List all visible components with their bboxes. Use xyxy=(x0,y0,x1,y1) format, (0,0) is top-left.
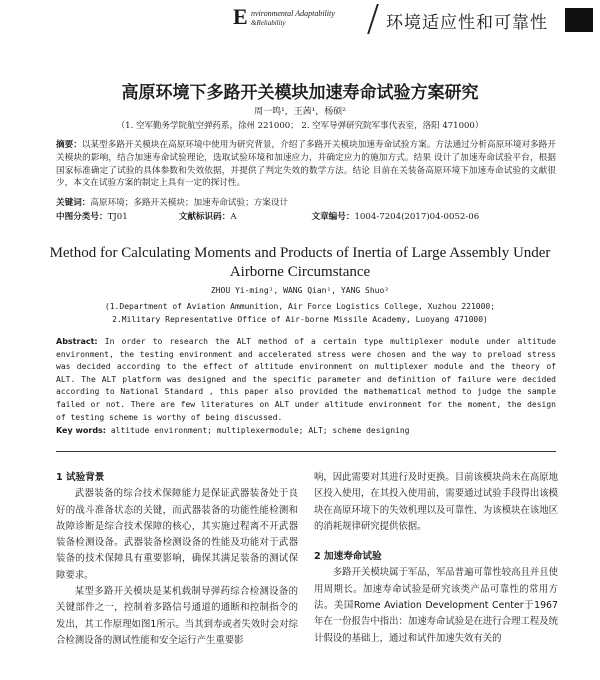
body-paragraph: 武器装备的综合技术保障能力是保证武器装备处于良好的战斗准备状态的关键，而武器装备的功能性能检测和故障诊断是综合技术保障的核心，其实施过程离不开武器装备检测设备。武器装备检测设备的性能及功能对于武器装备的技术保障具有重要影响，确保其满足装备的测试保障要求。 xyxy=(56,488,298,581)
keywords-chinese xyxy=(56,196,288,208)
paper-title-chinese: 高原环境下多路开关模块加速寿命试验方案研究 xyxy=(121,83,479,103)
body-column-left xyxy=(56,470,298,649)
abstract-label-english: Abstract: xyxy=(56,337,98,346)
journal-initial-letter: E xyxy=(233,4,248,29)
section-heading-1: 1 试验背景 xyxy=(56,472,105,483)
authors-chinese: 周一鸣¹，王茜¹，杨硕² xyxy=(254,107,346,117)
keywords-english xyxy=(56,426,409,435)
doc-code-value: A xyxy=(230,212,237,222)
classification-info xyxy=(56,210,556,222)
journal-name-chinese: 环境适应性和可靠性 xyxy=(386,13,548,33)
abstract-label-chinese: 摘要： xyxy=(56,140,82,150)
affiliations-english xyxy=(0,300,600,326)
article-number-label: 文章编号： xyxy=(311,212,355,222)
abstract-text-chinese: 以某型多路开关模块在高原环境中使用为研究背景，介绍了多路开关模块加速寿命试验方案。方法通过分析高原环境对多路开关模块的影响，结合加速寿命试验理论，选取试验环境和加速应力，并确定应力的施加方式。结果 设计了加速寿命试验平台，根据国家标准确定了试验的具体参数和失效依据，并提供了判定失效的数学方法。结论 目前在关装备高原环境下加速寿命试验的文献很少，本文在试验方案的制定上具有一定的探讨性。 xyxy=(56,140,556,189)
abstract-text-english: In order to research the ALT method of a certain type multiplexer module under altitude environment, the testing environment and accelerated stress were chosen and the way to preload stress was decided according to the effect of altitude environment on multiplexer module and the theory of ALT. The ALT platform was designed and the specific parameter and definition of failure were decided according to National Standard , this paper also provided the mathematical method to judge the sample failed or not. There are few literatures on ALT under altitude environment for the moment, the design of testing scheme is worthy of being discussed. xyxy=(56,337,556,422)
keywords-label-chinese: 关键词： xyxy=(56,198,91,208)
affiliation-english-1: (1.Department of Aviation Ammunition, Air Force Logistics College, Xuzhou 221000; xyxy=(104,302,496,311)
keywords-text-chinese: 高原环境；多路开关模块；加速寿命试验；方案设计 xyxy=(90,198,289,208)
abstract-english xyxy=(56,336,556,424)
clc-label: 中图分类号： xyxy=(56,212,108,222)
clc-value: TJ01 xyxy=(107,212,128,222)
journal-name-english-line1: nvironmental Adaptability xyxy=(251,9,335,18)
doc-code-label: 文献标识码： xyxy=(178,212,231,222)
abstract-chinese xyxy=(56,139,556,190)
paragraph-gap xyxy=(314,535,558,549)
affiliations-chinese: （1. 空军勤务学院航空弹药系，徐州 221000； 2. 空军导弹研究院军事代表室，洛阳 471000） xyxy=(116,121,484,131)
body-paragraph: 响，因此需要对其进行及时更换。目前该模块尚未在高原地区投入使用，在其投入使用前，需要通过试验手段得出该模块在高原环境下的失效机理以及可靠性、为该模块在该地区的消耗规律研究提供依据。 xyxy=(314,472,558,532)
header-slash-divider xyxy=(367,4,379,34)
body-column-right xyxy=(314,470,558,647)
keywords-label-english: Key words: xyxy=(56,426,107,435)
journal-name-english-line2: &Reliability xyxy=(251,19,286,27)
section-heading-2: 2 加速寿命试验 xyxy=(314,551,382,563)
body-paragraph: 多路开关模块属于军品，军品普遍可靠性较高且并且使用周期长。加速寿命试验是研究该类产品可靠性的常用方法。美国Rome Aviation Development Center于1967年在一份报告中指出：加速寿命试验是在进行合理工程及统计假设的基础上，通过和试件加速失效有关的 xyxy=(314,567,558,644)
section-divider xyxy=(56,451,556,452)
header-black-block xyxy=(565,8,593,32)
authors-english: ZHOU Yi-ming¹, WANG Qian¹, YANG Shuo² xyxy=(210,286,390,295)
article-number-value: 1004-7204(2017)04-0052-06 xyxy=(354,212,480,222)
keywords-text-english: altitude environment; multiplexermodule; ALT; scheme designing xyxy=(110,426,410,435)
affiliation-english-2: 2.Military Representative Office of Air-borne Missile Academy, Luoyang 471000) xyxy=(112,315,488,324)
paper-title-english: Method for Calculating Moments and Products of Inertia of Large Assembly Under Airborne Circumstance xyxy=(49,245,551,280)
body-paragraph: 某型多路开关模块是某机载制导弹药综合检测设备的关键部件之一，控制着多路信号通道的通断和控制指令的发出，其工作原理如图1所示。当其到寿或者失效时会对综合检测设备的测试性能和安全运行产生重要影 xyxy=(56,586,298,646)
